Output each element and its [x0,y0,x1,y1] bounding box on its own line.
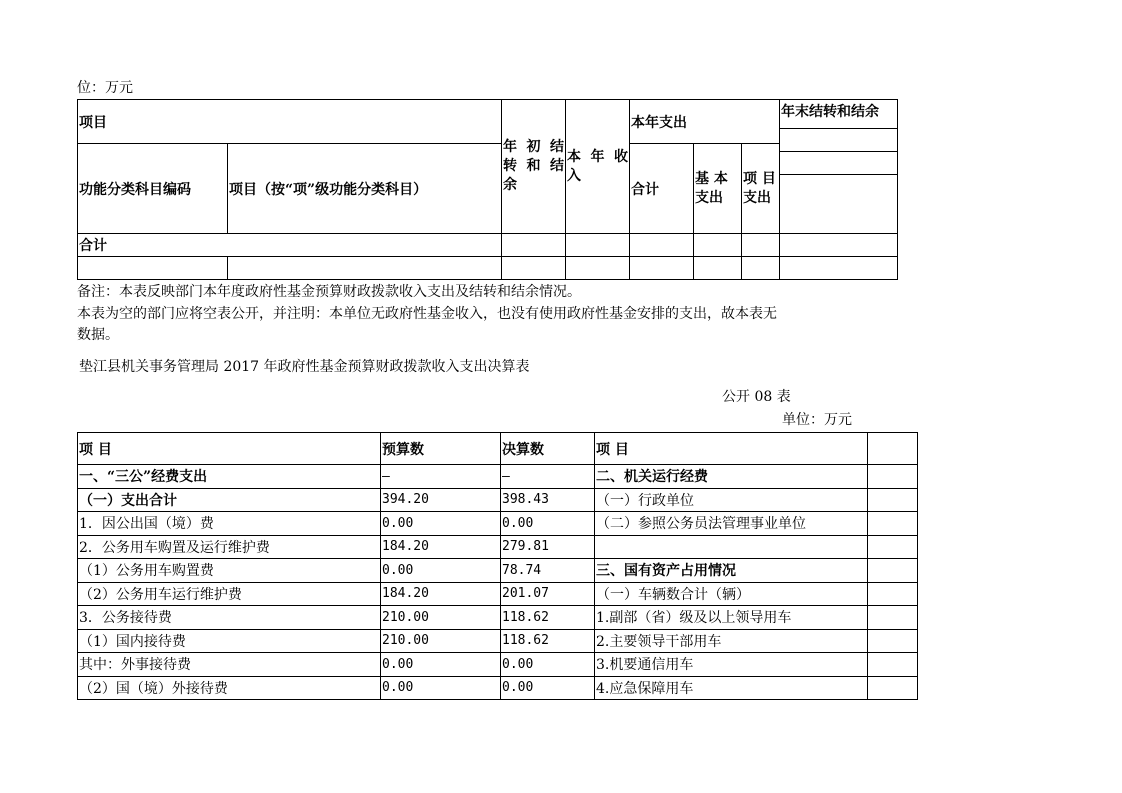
header-final: 决算数 [501,433,595,465]
cell-item: （2）国（境）外接待费 [78,676,381,700]
table-row [78,488,918,512]
cell-item2: 2.主要领导干部用车 [595,629,868,653]
end-balance-subline [780,151,897,174]
note-line-2: 本表为空的部门应将空表公开，并注明：本单位无政府性基金收入，也没有使用政府性基金安排的支出，故本表无 [77,306,777,322]
note-line-1: 备注：本表反映部门本年度政府性基金预算财政拨款收入支出及结转和结余情况。 [77,284,581,300]
cell [780,234,898,257]
cell-item2: （一）行政单位 [595,488,868,512]
cell [868,653,918,677]
cell-item: （2）公务用车运行维护费 [78,582,381,606]
cell-item2: 1.副部（省）级及以上领导用车 [595,606,868,630]
header-item-2: 项 目 [595,433,868,465]
table-row [78,465,918,489]
cell-budget: 184.20 [381,535,501,559]
form-number: 公开 08 表 [722,389,791,405]
cell [868,629,918,653]
cell [868,512,918,536]
cell-final: 118.62 [501,606,595,630]
table-row [78,582,918,606]
header-expend: 本年支出 [630,100,780,144]
cell [630,234,694,257]
table-row [78,535,918,559]
cell-item: 一、“三公”经费支出 [78,465,381,489]
header-begin-balance: 年 初 结 转 和 结 余 [502,100,566,234]
cell-budget: 0.00 [381,512,501,536]
cell-final: 78.74 [501,559,595,583]
cell [868,488,918,512]
header-code: 功能分类科目编码 [78,144,228,234]
cell-final: 118.62 [501,629,595,653]
cell-budget: 184.20 [381,582,501,606]
header-project: 项目 [78,100,502,144]
cell-item2: （二）参照公务员法管理事业单位 [595,512,868,536]
cell-item2: 二、机关运行经费 [595,465,868,489]
cell-final: 0.00 [501,512,595,536]
cell [502,257,566,280]
header-end-balance [780,100,898,234]
cell-item: 其中：外事接待费 [78,653,381,677]
cell-item2: （一）车辆数合计（辆） [595,582,868,606]
cell-item2: 3.机要通信用车 [595,653,868,677]
cell-item2 [595,535,868,559]
cell [694,234,742,257]
cell-budget: 210.00 [381,606,501,630]
cell-item: （1）国内接待费 [78,629,381,653]
header-budget: 预算数 [381,433,501,465]
cell [868,606,918,630]
table-row [78,676,918,700]
cell [868,582,918,606]
cell [694,257,742,280]
cell [868,433,918,465]
end-balance-subline [780,174,897,175]
note-line-3: 数据。 [77,327,119,343]
table-row [78,512,918,536]
cell-item2: 4.应急保障用车 [595,676,868,700]
cell-final: 0.00 [501,653,595,677]
cell-item: 2．公务用车购置及运行维护费 [78,535,381,559]
cell-budget: 394.20 [381,488,501,512]
cell-final: 201.07 [501,582,595,606]
cell-final: 398.43 [501,488,595,512]
cell-item: （一）支出合计 [78,488,381,512]
cell-item2: 三、国有资产占用情况 [595,559,868,583]
header-name: 项目（按“项”级功能分类科目） [228,144,502,234]
cell [742,257,780,280]
cell-item: 3．公务接待费 [78,606,381,630]
cell-item: 1．因公出国（境）费 [78,512,381,536]
fund-summary-table [77,99,898,280]
cell [566,234,630,257]
table-row [78,606,918,630]
cell [742,234,780,257]
unit-label-bottom: 单位：万元 [782,412,852,428]
table-row [78,653,918,677]
cell [566,257,630,280]
cell-budget: 210.00 [381,629,501,653]
header-end-balance-text: 年末结转和结余 [781,104,880,120]
header-total: 合计 [630,144,694,234]
cell-budget: 0.00 [381,559,501,583]
cell-budget: 0.00 [381,653,501,677]
cell [780,257,898,280]
cell-budget: 0.00 [381,676,501,700]
cell [228,257,502,280]
cell-final: 0.00 [501,676,595,700]
header-proj: 项 目 支出 [742,144,780,234]
cell [630,257,694,280]
cell [868,559,918,583]
cell [78,257,228,280]
cell-item: （1）公务用车购置费 [78,559,381,583]
cell-final: 279.81 [501,535,595,559]
page-title: 垫江县机关事务管理局 2017 年政府性基金预算财政拨款收入支出决算表 [79,359,530,375]
table-row [78,629,918,653]
end-balance-subline [780,128,897,151]
total-label: 合计 [78,234,502,257]
cell [502,234,566,257]
header-basic: 基 本 支出 [694,144,742,234]
cell [868,676,918,700]
cell-final: — [501,465,595,489]
table-row [78,559,918,583]
cell [868,465,918,489]
cell [868,535,918,559]
three-public-expenses-table [77,432,918,700]
cell-budget: — [381,465,501,489]
header-income: 本 年 收 入 [566,100,630,234]
header-item: 项 目 [78,433,381,465]
unit-label-top: 位：万元 [77,80,133,96]
